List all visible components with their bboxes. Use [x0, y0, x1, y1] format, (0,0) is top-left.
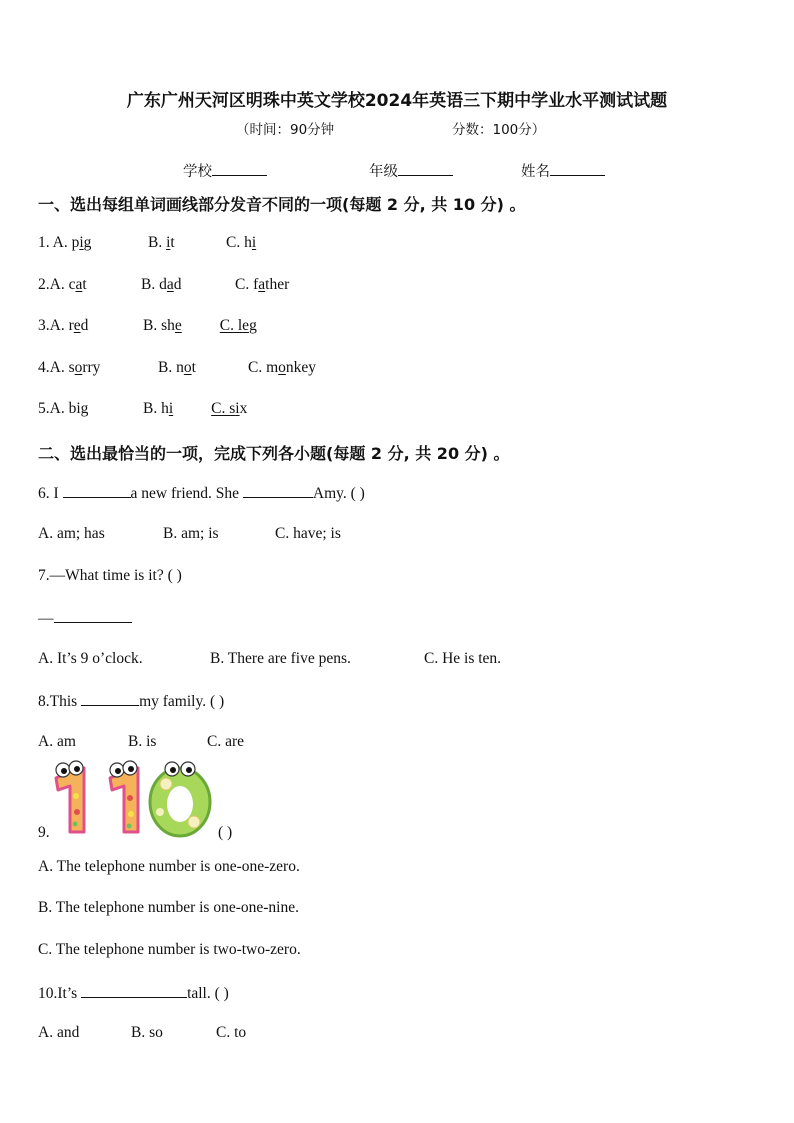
question-9-option-b[interactable]: B. The telephone number is one-one-nine. — [38, 899, 299, 916]
option-b-text: B. h — [143, 400, 169, 417]
question-number: 3. — [38, 317, 50, 334]
question-6-option-a[interactable]: A. am; has — [38, 525, 105, 542]
question-1-option-b — [148, 234, 175, 252]
section-2-heading: 二、选出最恰当的一项，完成下列各小题(每题 2 分, 共 20 分) 。 — [38, 444, 510, 463]
question-6-option-b[interactable]: B. am; is — [163, 525, 219, 542]
question-9-option-a[interactable]: A. The telephone number is one-one-zero. — [38, 858, 300, 875]
underlined-letter: i — [235, 400, 240, 417]
option-a-text: A. s — [49, 359, 75, 376]
question-text: Amy. ( ) — [312, 485, 365, 502]
number-110-illustration — [48, 760, 218, 840]
answer-blank[interactable] — [243, 483, 313, 498]
question-8-option-c[interactable]: C. are — [207, 733, 245, 750]
school-blank[interactable] — [212, 161, 267, 176]
option-c-text: C. f — [235, 276, 259, 293]
option-a-text: A. big — [49, 400, 89, 417]
underlined-letter: o — [183, 359, 192, 376]
option-a-text: A. r — [49, 317, 74, 334]
question-1-option-c — [226, 234, 256, 252]
option-b-text: t — [170, 234, 175, 251]
underlined-letter: i — [166, 234, 171, 251]
question-text: 10.It’s — [38, 985, 82, 1002]
answer-blank[interactable] — [63, 483, 131, 498]
underlined-letter: e — [174, 317, 182, 334]
option-b-text: B. n — [158, 359, 184, 376]
option-a-text: t — [82, 276, 87, 293]
option-b-text: B. sh — [143, 317, 175, 334]
option-c-text: C. l — [219, 317, 243, 334]
question-5-option-b — [143, 400, 247, 418]
question-4 — [38, 359, 100, 377]
question-8-option-a[interactable]: A. am — [38, 733, 76, 750]
name-label: 姓名 — [521, 164, 550, 180]
cartoon-110-image — [48, 760, 218, 840]
question-7-option-b[interactable]: B. There are five pens. — [210, 650, 351, 667]
option-a-text: d — [80, 317, 89, 334]
question-2-option-c — [235, 276, 289, 294]
option-b-text: d — [173, 276, 182, 293]
option-b-text: B. d — [141, 276, 167, 293]
question-7: 7.—What time is it? ( ) — [38, 567, 182, 584]
dash: — — [38, 610, 54, 627]
grade-field — [369, 160, 453, 181]
total-score: 分数：100分） — [452, 122, 546, 138]
answer-blank[interactable] — [54, 608, 132, 623]
name-field — [521, 160, 605, 181]
question-text: tall. ( ) — [187, 985, 229, 1002]
option-c-text: ther — [265, 276, 290, 293]
option-a-text: g — [83, 234, 92, 251]
name-blank[interactable] — [550, 161, 605, 176]
option-c-label: C. h — [226, 234, 252, 251]
option-a-text: p — [71, 234, 80, 251]
question-text: my family. ( ) — [139, 693, 225, 710]
question-1 — [38, 234, 91, 252]
underlined-letter: a — [75, 276, 83, 293]
question-number: 1. — [38, 234, 53, 251]
underlined-letter: i — [168, 400, 174, 417]
question-2 — [38, 276, 87, 294]
option-b-label: B. — [148, 234, 167, 251]
question-9-paren: ( ) — [218, 824, 233, 841]
question-text: 6. I — [38, 485, 63, 502]
question-10-option-b[interactable]: B. so — [131, 1024, 163, 1041]
underlined-letter: e — [73, 317, 81, 334]
option-b-text: t — [191, 359, 196, 376]
question-9-number: 9. — [38, 824, 50, 841]
question-8-option-b[interactable]: B. is — [128, 733, 157, 750]
underlined-letter: i — [251, 234, 257, 251]
question-3-option-b — [143, 317, 257, 335]
grade-label: 年级 — [369, 164, 398, 180]
question-6-option-c[interactable]: C. have; is — [275, 525, 341, 542]
question-number: 4. — [38, 359, 50, 376]
grade-blank[interactable] — [398, 161, 453, 176]
underlined-letter: a — [166, 276, 174, 293]
underlined-letter: o — [278, 359, 286, 376]
question-3 — [38, 317, 88, 335]
question-7-answer-line — [38, 608, 132, 628]
answer-blank[interactable] — [81, 691, 139, 706]
question-10-option-a[interactable]: A. and — [38, 1024, 80, 1041]
option-c-text: x — [239, 400, 248, 417]
option-c-text: g — [249, 317, 257, 334]
option-c-text: C. s — [211, 400, 236, 417]
option-a-text: rry — [82, 359, 101, 376]
answer-blank[interactable] — [81, 983, 187, 998]
time-limit: （时间：90分钟 — [236, 122, 335, 138]
question-8 — [38, 691, 224, 711]
option-c-text: C. m — [248, 359, 279, 376]
question-7-option-a[interactable]: A. It’s 9 o’clock. — [38, 650, 143, 667]
question-text: 8.This — [38, 693, 82, 710]
question-7-option-c[interactable]: C. He is ten. — [424, 650, 502, 667]
option-a-text: A. c — [49, 276, 76, 293]
option-a-label: A. — [52, 234, 72, 251]
underlined-letter: o — [74, 359, 83, 376]
section-1-heading: 一、选出每组单词画线部分发音不同的一项(每题 2 分, 共 10 分) 。 — [38, 195, 526, 214]
question-number: 5. — [38, 400, 50, 417]
question-number: 2. — [38, 276, 50, 293]
question-2-option-b — [141, 276, 181, 294]
question-10 — [38, 983, 229, 1003]
underlined-letter: e — [242, 317, 250, 334]
underlined-letter: a — [258, 276, 266, 293]
question-4-option-b — [158, 359, 196, 377]
question-4-option-c — [248, 359, 316, 377]
underlined-letter: i — [79, 234, 84, 251]
question-5 — [38, 400, 88, 418]
question-6 — [38, 483, 365, 503]
question-text: a new friend. She — [130, 485, 243, 502]
school-field — [183, 160, 267, 181]
school-label: 学校 — [183, 164, 212, 180]
page-title: 广东广州天河区明珠中英文学校2024年英语三下期中学业水平测试试题 — [126, 91, 668, 111]
question-9-option-c[interactable]: C. The telephone number is two-two-zero. — [38, 941, 301, 958]
question-10-option-c[interactable]: C. to — [216, 1024, 247, 1041]
option-c-text: nkey — [285, 359, 317, 376]
